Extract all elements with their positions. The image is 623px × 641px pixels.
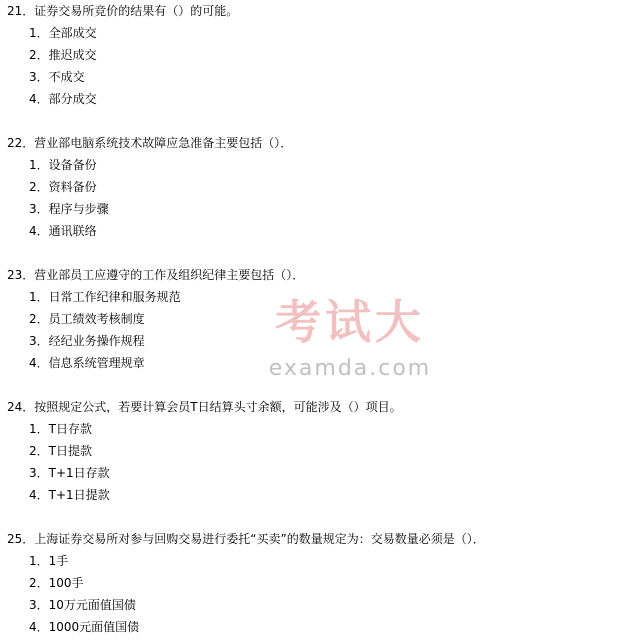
question-24-option-4: 4．T+1日提款 <box>29 488 110 502</box>
question-22-option-4: 4．通讯联络 <box>29 224 97 238</box>
question-25-option-2: 2．100手 <box>29 576 84 590</box>
question-21-option-3: 3．不成交 <box>29 70 85 84</box>
question-23-option-4: 4．信息系统管理规章 <box>29 356 145 370</box>
question-21-option-2: 2．推迟成交 <box>29 48 97 62</box>
question-22-title: 22．营业部电脑系统技术故障应急准备主要包括（）． <box>7 136 293 150</box>
question-25-option-4: 4．1000元面值国债 <box>29 620 140 634</box>
question-21-title: 21．证券交易所竞价的结果有（）的可能。 <box>7 4 239 18</box>
question-23-option-3: 3．经纪业务操作规程 <box>29 334 145 348</box>
question-23-option-1: 1．日常工作纪律和服务规范 <box>29 290 181 304</box>
question-23-option-2: 2．员工绩效考核制度 <box>29 312 145 326</box>
question-21-option-4: 4．部分成交 <box>29 92 97 106</box>
question-21-option-1: 1．全部成交 <box>29 26 97 40</box>
watermark-logo-text: 考试大 <box>275 295 425 349</box>
question-24-option-3: 3．T+1日存款 <box>29 466 110 480</box>
question-25-title: 25．上海证券交易所对参与回购交易进行委托“买卖”的数量规定为：交易数量必须是（）． <box>7 532 485 546</box>
question-24-title: 24．按照规定公式，若要计算会员T日结算头寸余额，可能涉及（）项目。 <box>7 400 402 414</box>
question-25-option-3: 3．10万元面值国债 <box>29 598 136 612</box>
examda-watermark <box>245 296 455 396</box>
question-24-option-1: 1．T日存款 <box>29 422 92 436</box>
question-25-option-1: 1．1手 <box>29 554 69 568</box>
watermark-domain-text: examda.com <box>268 356 432 381</box>
question-22-option-3: 3．程序与步骤 <box>29 202 109 216</box>
question-22-option-1: 1．设备备份 <box>29 158 97 172</box>
question-24-option-2: 2．T日提款 <box>29 444 92 458</box>
question-23-title: 23．营业部员工应遵守的工作及组织纪律主要包括（）． <box>7 268 305 282</box>
question-22-option-2: 2．资料备份 <box>29 180 97 194</box>
